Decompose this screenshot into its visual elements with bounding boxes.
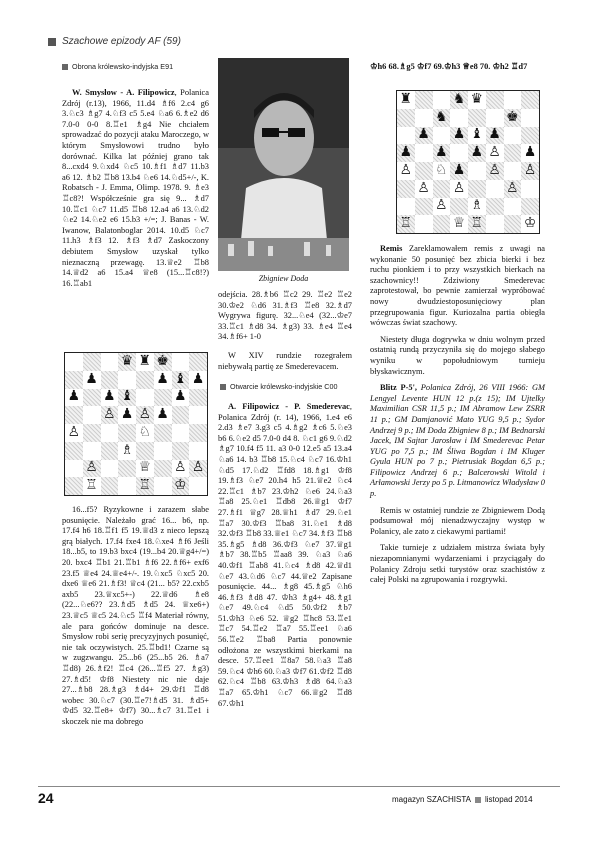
board-square: [504, 127, 522, 145]
board-square: [433, 180, 451, 198]
board-square: [486, 109, 504, 127]
opening-tag: Obrona królewsko-indyjska E91: [62, 62, 173, 71]
board-square: [83, 389, 101, 407]
right-text: Remis Zareklamowałem remis z uwagi na wykonanie 50 posunięć bez zbicia bierki i bez ruchu pionkiem i to przy wszystkich bierkach na szachownicy!! Zdziwiony Smederevac zaprotestował, bo pewnie zamierzał wypróbować nowy dwudziestoposunięciowy plan przegrupowania figur. Kuriozalna partia obiegła wówczas świat szachowy. Niestety długa dogrywka w dniu wolnym przed ostatnią rundą przyczyniła się do mojego słabego wyniku w popołudniowym turnieju błyskawicznym. Blitz P-5', Polanica Zdrój, 26 VIII 1966: GM Lengyel Levente HUN 12 p.(z 15); IM Ujtelky Maximilian CSR 11,5 p.; IM Abramow Lew ZSRR 11 p.; GM Damjanović Mato YUG 9,5 p.; Sydor Andrzej 9 p.; IM Doda Zbigniew 8 p.; IM Bednarski Jacek, IM Sajtar Jarosław i IM Smederevac Petar YUG po 7,5 p.; IM Śliwa Bogdan i IM Kluger Gyula HUN po 7 p.; Pietrusiak Bogdan 6,5 p.; Filipowicz Andrzej 6 p.; Balcerowski Witold i Arłamowski Jerzy po 5 p. Litmanowicz Władysław 0 p. Remis w ostatniej rundzie ze Zbigniewem Dodą podsumował mój nienadzwyczajny występ w Polanicy, ale zato z ciekawymi partiami! Takie turnieje z udziałem mistrza świata były niezapomnianymi wydarzeniami i przyciągały do Polanicy Zdroju setki turystów oraz szachistów z całej Polski na zgrupowania i rozgrywki.: [370, 244, 545, 585]
board-square: ♗: [120, 441, 134, 458]
board-square: [468, 109, 486, 127]
board-square: [154, 477, 172, 495]
board-square: ♙: [488, 144, 501, 161]
board-square: [65, 477, 83, 495]
board-square: [397, 198, 415, 216]
board-square: [101, 460, 119, 478]
board-square: ♟: [415, 127, 433, 145]
board-square: ♙: [174, 459, 187, 476]
board-square: [397, 127, 415, 145]
board-square: ♖: [397, 215, 415, 233]
board-square: [486, 198, 504, 216]
tag-square-icon: [62, 64, 68, 70]
board-square: [83, 353, 101, 371]
board-square: [415, 162, 433, 180]
board-square: [521, 127, 539, 145]
board-square: [136, 389, 154, 407]
section-title: Szachowe epizody AF (59): [62, 36, 181, 47]
board-square: [154, 442, 172, 460]
board-square: [65, 371, 83, 389]
board-square: [154, 424, 172, 442]
board-square: ♕: [452, 215, 466, 232]
board-square: ♟: [468, 144, 486, 162]
board-square: [504, 215, 522, 233]
board-square: [189, 477, 207, 495]
board-square: [486, 91, 504, 109]
board-square: ♙: [417, 179, 430, 196]
board-square: [136, 371, 154, 389]
board-square: ♟: [156, 370, 169, 387]
game2-text: [218, 402, 352, 715]
board-square: ♝: [470, 126, 484, 143]
footer-square-icon: [475, 797, 481, 803]
board-square: ♙: [452, 179, 466, 196]
board-square: ♟: [67, 388, 81, 405]
board-square: ♙: [101, 406, 119, 424]
board-square: [154, 389, 172, 407]
board-square: ♛: [470, 90, 484, 107]
board-square: [433, 215, 451, 233]
portrait-image: [218, 58, 349, 271]
board-square: [450, 198, 468, 216]
board-square: ♞: [433, 109, 451, 127]
board-square: [118, 424, 136, 442]
game2-moves: , Polanica Zdrój (r. 14), 1966, 1.e4 e6 2.d3 ♗e7 3.g3 c5 4.♗g2 ♗c6 5.♘e3 b6 6.♘e2 d5 7.0-0 d4 8. ♘c1 g6 9.♘d2 ♗g7 10.f4 f5 11. a3 0-0 12.e5 a5 13.a4 ♘a6 14. b3 ♖b8 15.♘c4 ♘c7 16.♔h1 ♘d5 17.♘d2 ♖fd8 18.♗g1 ♔f8 19.♗f3 ♘e7 20.h4 h5 21.♕e2 ♘c4 22.♖c1 ♗b7 23.♔h2 ♘e6 24.♘a3 ♖a8 25.♘e1 ♖db8 26.♕g1 ♔f7 27.♗f1 ♕g7 28.♕h1 ♗d7 29.♘e1 ♖a7 30.♔f3 ♖ba8 31.♘e1 ♗d8 32.♔f3 ♖b8 33.♕e1 ♘c7 34.♗f3 ♖b8 35.♗g5 ♗d8 36.♔f3 ♘e7 37.♕g1 ♗b7 38.♖b5 ♖aa8 39. ♘a3 ♘a6 40.♔f1 ♖ab8 41.♘c4 ♗d8 42.♕d1 ♘e7 43.♘d6 ♘c7 44.♕e2 Zapisane posunięcie. 44... ♗g8 45.♗g5 ♘h6 46.♗f3 ♗d8 47. ♔h3 ♗g4+ 48.♗g1 ♘e7 49.♘c4 ♘d5 50.♔f2 ♗b7 51.♔h3 ♘e6 52. ♕g2 ♖hc8 53.♖e1 ♖c7 54.♖e2 ♖a7 55.♖ee1 ♘a6 56.♖e2 ♖ba8 Partia ponownie odłożona ze wszystkimi bierkami na desce. 57.♖ee1 ♖8a7 58.♘a3 ♖a8 59.♘c4 ♔h6 60.♘a3 ♔f7 61.♔f2 ♖d8 62.♘c4 ♖b8 63.♔h3 ♗d8 64.♘a3 ♖a7 65.♔h1 ♘c7 66.♕g2 ♖d8 67.♔h1: [218, 402, 352, 708]
game1-moves: , Polanica Zdrój (r.13), 1966, 11.d4 ♗f6 2.c4 g6 3.♘c3 ♗g7 4.♘f3 c5 5.e4 ♘a6 6.♗e2 d6 7.0-0 0-0 8.♖e1 ♗g4 Nie chciałem sprowadzać do pozycji ataku Maroczego, w którym Smysłowowi trudno było dorównać. Kilka lat później grano tak 8...cxd4 9.♘xd4 ♘c5 10.♗f1 ♗d7 11.b3 a6 12. ♗b2 ♖b8 13.b4 ♘e6 14.♘d5+/-, K. Robatsch - J. Emma, Olimp. 1978. 9. ♗e3 ♖c8?! Współcześnie gra się 9... ♗d7 10.♖c1 ♘c7 11.d5 ♖b8 12.a4 a6 13.♘d2 ♘e2 14.♘e2 e6 15.b3 +/=; J. Banas - W. Iwanow, Balatonboglar 2014. 10.d5 ♘c7 11.h3 ♗f3 12. ♗f3 ♗d7 Zaskoczony debiutem Smysłow uzyskał tylko nieznaczną przewagę. 13.♕e2 ♖b8 14.♕d2 a6 15.a4 ♕e8 (15...♖c8!?) 16.♖ab1: [62, 88, 209, 288]
board-square: ♟: [523, 144, 537, 161]
board-square: ♟: [191, 370, 205, 387]
board-square: [189, 406, 207, 424]
section-header: [48, 36, 181, 47]
board-square: ♘: [435, 161, 448, 178]
game1-text: [62, 88, 209, 295]
board-square: [415, 215, 433, 233]
board-square: [415, 144, 433, 162]
board-square: [172, 424, 190, 442]
board-square: [450, 144, 468, 162]
board-square: [433, 91, 451, 109]
board-square: ♟: [397, 144, 415, 162]
game1-continuation: 16...f5? Ryzykowne i zarazem słabe posunięcie. Należało grać 16... b6, np. 17.f4 h6 18.♖f1 f5 19.♕d3 z nieco lepszą grą białych. 17.f4 fxe4 18.♘xe4 ♗f6 Jeśli 18...b5, to 19.b3 bxc4 (19...b4 20.♕g4+/=) 20. bxc4 ♖b1 21.♖b1 ♗f6 22.♗f6+ exf6 23.f5 ♕e4 24.♕e4+/-. 19.♘xc5 ♘xc5 20. dxe6 ♕e6 21.♗f3! ♕c4 (21... b5? 22.cxb5 axb5 23.♕xc5+-) 22.♕d6 ♗e8 (22...♘e6?? 23.♗d5 ♗d5 24. ♕xe6+) 23.♕c5 ♕c5 24.♘c5 ♖f4 Materiał równy, ale para gońców dominuje na desce. Smysłow robi serię precyzyjnych posunięć, nie tak oczywistych. 25.♖bd1! Czarne są w zugzwangu. 25...b6 (25...b5 26. ♗a7 ♖d8) 26.♗f2! ♖c4 (26...♖f5 27. ♗g3) 27.♗d5! ♔f8 Niestety nic nie daje 27...♗b8 28.♗g3 ♗d4+ 29.♔f1 ♖d8 wobec 30.♘c7 (30.♖e7!♗d5 31. ♗d5+ ♔d5 32.♖e8+ ♔f7) 30...♗c7 31.♖e1 i skoczek nie ma dobrego: [62, 505, 209, 726]
board-square: [65, 442, 83, 460]
board-square: ♙: [521, 162, 539, 180]
board-square: ♟: [433, 144, 451, 162]
board-square: ♙: [435, 197, 448, 214]
board-square: [504, 162, 522, 180]
board-square: [521, 198, 539, 216]
board-square: ♙: [399, 161, 413, 178]
board-square: [521, 91, 539, 109]
board-square: [504, 198, 522, 216]
board-square: [101, 371, 119, 389]
board-square: [101, 477, 119, 495]
board-square: [65, 353, 83, 371]
board-square: ♟: [103, 388, 116, 405]
right-top-moves: ♔h6 68.♗g5 ♔f7 69.♔h3 ♕e8 70. ♔h2 ♖d7: [370, 62, 528, 71]
board-square: [468, 162, 486, 180]
board-square: [172, 406, 190, 424]
board-square: [504, 91, 522, 109]
board-square: ♖: [468, 215, 486, 233]
board-square: [504, 144, 522, 162]
board-square: [415, 91, 433, 109]
board-square: ♖: [136, 477, 154, 495]
board-square: [101, 424, 119, 442]
header-square-icon: [48, 38, 56, 46]
board-square: [486, 215, 504, 233]
board-square: ♙: [189, 460, 207, 478]
board-square: [136, 442, 154, 460]
board-square: [189, 424, 207, 442]
chess-diagram-2: [396, 90, 540, 234]
board-square: ♝: [172, 371, 190, 389]
photo-caption: Zbigniew Doda: [258, 274, 309, 283]
board-square: [118, 460, 136, 478]
board-square: [101, 353, 119, 371]
opening-tag-2: Otwarcie królewsko-indyjskie C00: [220, 382, 337, 391]
board-square: ♙: [136, 406, 154, 424]
game2-players: A. Filipowicz - P. Smederevac: [228, 402, 350, 411]
board-square: [172, 442, 190, 460]
board-square: [154, 460, 172, 478]
game1-players: W. Smysłow - A. Filipowicz: [72, 88, 175, 97]
board-square: ♔: [523, 215, 537, 232]
board-square: ♙: [67, 423, 81, 440]
middle-text: odejścia. 28.♗b6 ♖c2 29. ♖e2 ♖e2 30.♔e2 ♘d6 31.♗f3 ♖e8 32.♗d7 Wygrywa figurę. 32...♘e4 (32...♔e7 33.♖c1 ♗d8 34. ♗g3) 33. ♗e4 ♖e4 34.♗f6+ 1-0 W XIV rundzie rozegrałem niebywałą partię ze Smederevacem.: [218, 290, 352, 371]
footer-magazine: magazyn SZACHISTA listopad 2014: [392, 795, 533, 804]
board-square: [83, 424, 101, 442]
board-square: [172, 353, 190, 371]
board-square: [521, 109, 539, 127]
board-square: [118, 477, 136, 495]
footer-rule: [38, 786, 560, 787]
board-square: ♟: [156, 406, 169, 423]
board-square: ♟: [450, 162, 468, 180]
player-photo: [218, 58, 349, 271]
board-square: ♟: [85, 370, 98, 387]
board-square: [450, 109, 468, 127]
page-number: 24: [38, 790, 54, 806]
board-square: ♙: [486, 162, 504, 180]
board-square: ♜: [399, 90, 413, 107]
board-square: [189, 442, 207, 460]
board-square: [118, 371, 136, 389]
board-square: ♚: [504, 109, 522, 127]
board-square: ♗: [470, 197, 484, 214]
board-square: [468, 180, 486, 198]
board-square: [65, 406, 83, 424]
board-square: [189, 389, 207, 407]
board-square: ♙: [504, 180, 522, 198]
board-square: ♙: [83, 460, 101, 478]
board-square: ♜: [138, 352, 152, 369]
board-square: [189, 353, 207, 371]
board-square: ♝: [118, 389, 136, 407]
board-square: [101, 442, 119, 460]
board-square: ♘: [138, 423, 152, 440]
board-square: [83, 442, 101, 460]
board-square: [397, 109, 415, 127]
board-square: ♚: [154, 353, 172, 371]
board-square: ♖: [85, 477, 98, 494]
board-square: ♟: [486, 127, 504, 145]
board-square: ♟: [174, 388, 187, 405]
board-square: ♕: [138, 459, 152, 476]
board-square: [415, 109, 433, 127]
board-square: ♞: [450, 91, 468, 109]
tag-square-icon: [220, 384, 226, 390]
board-square: ♔: [172, 477, 190, 495]
chess-diagram-1: [64, 352, 208, 496]
board-square: [415, 198, 433, 216]
board-square: ♛: [118, 353, 136, 371]
board-square: ♟: [450, 127, 468, 145]
board-square: [83, 406, 101, 424]
board-square: [397, 180, 415, 198]
board-square: [521, 180, 539, 198]
board-square: [65, 460, 83, 478]
board-square: [433, 127, 451, 145]
board-square: [486, 180, 504, 198]
board-square: ♟: [120, 406, 134, 423]
